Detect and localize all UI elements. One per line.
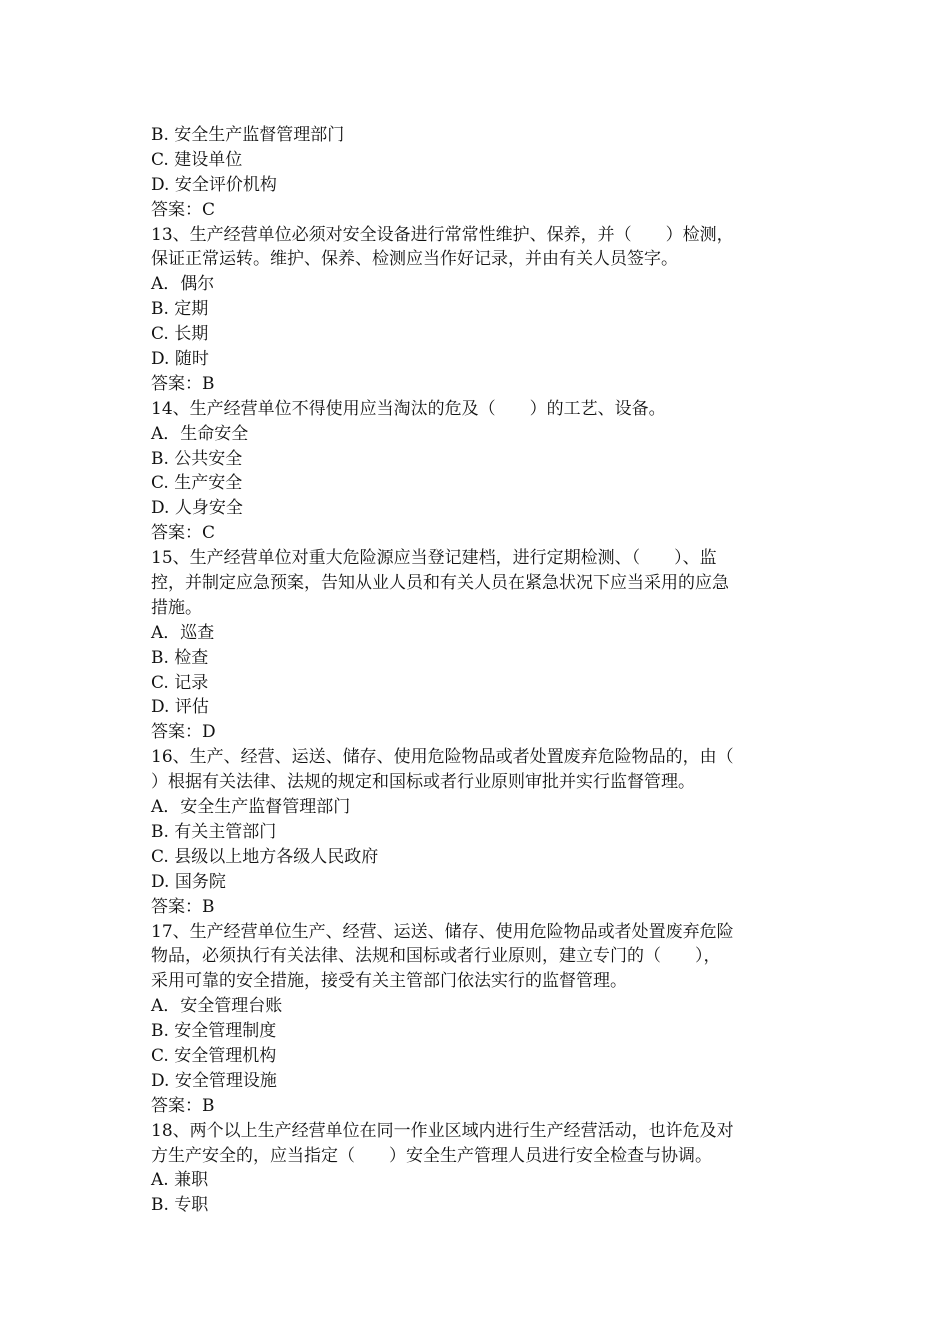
option-line: A．巡查 bbox=[151, 622, 215, 643]
question-line: 采用可靠的安全措施，接受有关主管部门依法实行的监督管理。 bbox=[151, 971, 627, 992]
option-line: B. 安全管理制度 bbox=[151, 1021, 277, 1042]
question-line: 措施。 bbox=[151, 597, 202, 618]
option-line: D. 评估 bbox=[151, 697, 209, 718]
option-line: B. 定期 bbox=[151, 299, 209, 320]
answer-line: 答案：C bbox=[151, 523, 216, 544]
option-line: B. 检查 bbox=[151, 647, 209, 668]
question-line: 15、生产经营单位对重大危险源应当登记建档，进行定期检测、（ ）、监 bbox=[151, 548, 717, 569]
option-line: C. 记录 bbox=[151, 672, 209, 693]
question-line: 控，并制定应急预案，告知从业人员和有关人员在紧急状况下应当采用的应急 bbox=[151, 573, 729, 594]
question-line: 17、生产经营单位生产、经营、运送、储存、使用危险物品或者处置废弃危险 bbox=[151, 921, 734, 942]
question-line: 18、两个以上生产经营单位在同一作业区域内进行生产经营活动，也许危及对 bbox=[151, 1120, 734, 1141]
question-line: 14、生产经营单位不得使用应当淘汰的危及（ ）的工艺、设备。 bbox=[151, 398, 666, 419]
question-line: 保证正常运转。维护、保养、检测应当作好记录，并由有关人员签字。 bbox=[151, 249, 678, 270]
question-line: 13、生产经营单位必须对安全设备进行常常性维护、保养，并（ ）检测， bbox=[151, 224, 734, 245]
option-line: C. 安全管理机构 bbox=[151, 1045, 277, 1066]
option-line: A．安全管理台账 bbox=[151, 996, 283, 1017]
option-line: D. 人身安全 bbox=[151, 498, 243, 519]
answer-line: 答案：B bbox=[151, 896, 215, 917]
option-line: C. 生产安全 bbox=[151, 473, 243, 494]
option-line: B. 有关主管部门 bbox=[151, 821, 277, 842]
question-line: 物品，必须执行有关法律、法规和国标或者行业原则，建立专门的（ ）， bbox=[151, 946, 721, 967]
option-line: A．生命安全 bbox=[151, 423, 249, 444]
text-line: C. 建设单位 bbox=[151, 149, 243, 170]
answer-line: 答案：D bbox=[151, 722, 216, 743]
option-line: B. 专职 bbox=[151, 1195, 209, 1216]
question-line: ）根据有关法律、法规的规定和国标或者行业原则审批并实行监督管理。 bbox=[151, 772, 695, 793]
option-line: A. 兼职 bbox=[151, 1170, 209, 1191]
answer-line: 答案：B bbox=[151, 373, 215, 394]
option-line: C. 县级以上地方各级人民政府 bbox=[151, 846, 379, 867]
option-line: A．偶尔 bbox=[151, 274, 215, 295]
text-line: D. 安全评价机构 bbox=[151, 174, 277, 195]
option-line: B. 公共安全 bbox=[151, 448, 243, 469]
option-line: D. 国务院 bbox=[151, 871, 226, 892]
document-body bbox=[151, 123, 811, 1218]
answer-line: 答案：C bbox=[151, 199, 216, 220]
option-line: A．安全生产监督管理部门 bbox=[151, 797, 351, 818]
text-line: B. 安全生产监督管理部门 bbox=[151, 125, 345, 145]
option-line: D. 安全管理设施 bbox=[151, 1070, 277, 1091]
option-line: D. 随时 bbox=[151, 349, 209, 370]
answer-line: 答案：B bbox=[151, 1095, 215, 1116]
option-line: C. 长期 bbox=[151, 324, 209, 345]
question-line: 16、生产、经营、运送、储存、使用危险物品或者处置废弃危险物品的，由（ bbox=[151, 747, 734, 768]
question-line: 方生产安全的，应当指定（ ）安全生产管理人员进行安全检查与协调。 bbox=[151, 1145, 712, 1166]
